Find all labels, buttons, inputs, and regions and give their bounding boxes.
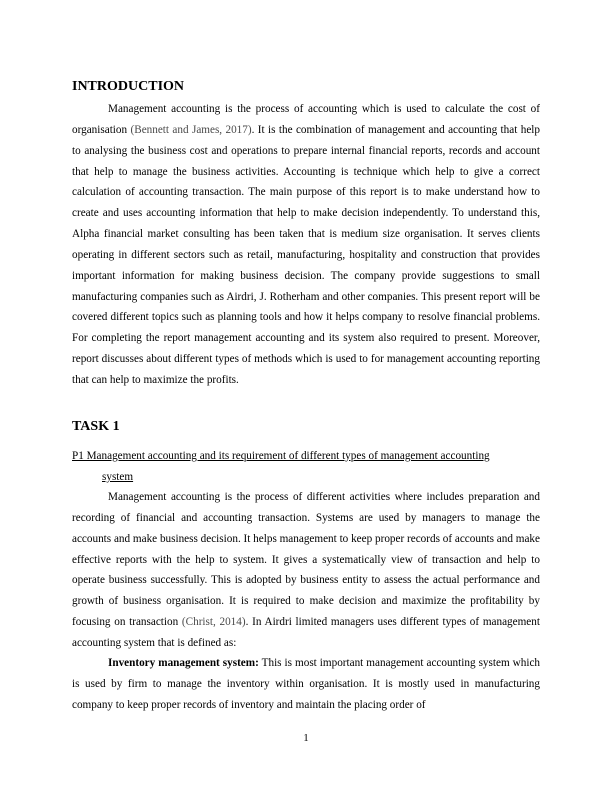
inventory-management-text: This is most important management accounting system which is used by firm to manage the inventory within organisation. It is mostly used in manufacturing company to keep proper records of inventory and maintain the placing order of [72, 657, 541, 711]
introduction-text-end: . It is the combination of management and accounting that help to analysing the business cost and operations to prepare internal financial reports, records and account that help to manage the business activities. Accounting is technique which help to give a correct calculation of accounting transaction. The main purpose of this report is to make understand how to create and uses accounting information that help to make decision independently. To understand this, Alpha financial market consulting has been taken that is medium size organisation. It serves clients operating in different sectors such as retail, manufacturing, hospitality and construction that provides important information for making business decision. The company provide suggestions to small manufacturing companies such as Airdri, J. Rotherham and other companies. This present report will be covered different topics such as planning tools and how it helps company to resolve financial problems. For completing the report management accounting and its system also required to present. Moreover, report discusses about different types of methods which is used to for management accounting reporting that can help to maximize the profits. [72, 123, 540, 386]
p1-subheading-line2: system [102, 470, 134, 483]
management-accounting-paragraph [72, 487, 540, 654]
introduction-text-start: Management accounting is the process of accounting which is used to calculate the cost of organisation [72, 103, 540, 136]
introduction-paragraph [72, 99, 540, 391]
management-accounting-text-start: Management accounting is the process of different activities where includes preparation and recording of financial and accounting transaction. Systems are used by managers to manage the accounts and make business decision. It helps management to keep proper records of accounts and make effective reports with the help to system. It gives a systematically view of transaction and help to operate business successfully. This is adopted by business entity to assess the actual performance and growth of business organisation. It is required to make decision and maximize the profitability by focusing on transaction [72, 491, 540, 629]
page-number: 1 [303, 732, 309, 744]
citation-christ: (Christ, 2014) [181, 616, 246, 629]
inventory-management-label: Inventory management system: [108, 657, 259, 669]
introduction-heading: INTRODUCTION [72, 79, 185, 94]
management-accounting-text-end: . In Airdri limited managers uses different types of management accounting system that is defined as: [72, 616, 540, 649]
p1-subheading-line1: P1 Management accounting and its requirement of different types of management accounting [72, 450, 490, 462]
citation-bennett-james: (Bennett and James, 2017) [130, 123, 252, 136]
inventory-management-paragraph [72, 653, 540, 716]
task1-heading: TASK 1 [72, 419, 120, 434]
p1-subheading [72, 446, 540, 488]
